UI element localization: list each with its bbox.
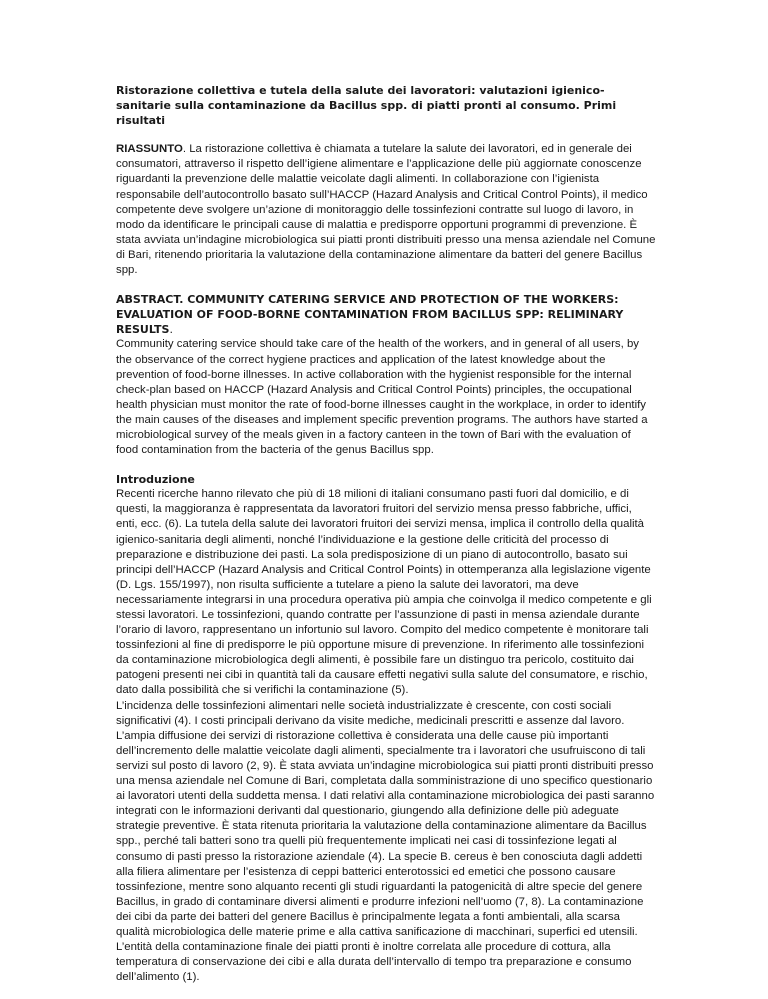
introduzione-section bbox=[116, 472, 656, 985]
riassunto-section bbox=[116, 142, 656, 278]
riassunto-text: . La ristorazione collettiva è chiamata a tutelare la salute dei lavoratori, ed in generale dei consumatori, attraverso il rispetto dell’igiene alimentare e l’applicazione delle più aggiornate conoscenze riguardanti la prevenzione delle malattie veicolate dagli alimenti. In collaborazione con l’igienista responsabile dell’autocontrollo basato sull’HACCP (Hazard Analysis and Critical Control Points), il medico competente deve svolgere un’azione di monitoraggio delle tossinfezioni contratte sul luogo di lavoro, in modo da identificare le principali cause di malattia e predisporre opportuni programmi di prevenzione. È stata avviata un’indagine microbiologica sui piatti pronti distribuiti presso una mensa aziendale nel Comune di Bari, ritenendo prioritaria la valutazione della contaminazione alimentare da batteri del genere Bacillus spp. bbox=[116, 143, 656, 277]
abstract-text: Community catering service should take care of the health of the workers, and in general of all users, by the observance of the correct hygiene practices and application of the latest knowledge about the prevention of food-borne illnesses. In active collaboration with the hygienist responsible for the internal check-plan based on HACCP (Hazard Analysis and Critical Control Points) principles, the occupational health physician must monitor the rate of food-borne illnesses caught in the workplace, in order to identify the main causes of the diseases and implement specific prevention programs. The authors have started a microbiological survey of the meals given in a factory canteen in the town of Bari with the evaluation of food contamination from the bacteria of the genus Bacillus spp. bbox=[116, 338, 648, 457]
abstract-section bbox=[116, 292, 656, 458]
abstract-heading-end: . bbox=[169, 323, 173, 337]
paper-title: Ristorazione collettiva e tutela della salute dei lavoratori: valutazioni igienico-sanitarie sulla contaminazione da Bacillus spp. di piatti pronti al consumo. Primi risultati bbox=[116, 84, 617, 128]
introduzione-heading: Introduzione bbox=[116, 473, 195, 487]
abstract-heading bbox=[116, 292, 656, 337]
introduzione-paragraph-1: Recenti ricerche hanno rilevato che più di 18 milioni di italiani consumano pasti fuori dal domicilio, e di questi, la maggioranza è rappresentata da lavoratori fruitori del servizio mensa presso fabbriche, uffici, enti, ecc. (6). La tutela della salute dei lavoratori fruitori dei servizi mensa, implica il controllo della qualità igienico-sanitaria degli alimenti, nonché l’individuazione e la gestione delle criticità del processo di preparazione e distribuzione dei pasti. La sola predisposizione di un piano di autocontrollo, basato sui principi dell’HACCP (Hazard Analysis and Critical Control Points) in ottemperanza alla legislazione vigente (D. Lgs. 155/1997), non risulta sufficiente a tutelare a pieno la salute dei lavoratori, ma deve necessariamente integrarsi in una procedura operativa più ampia che coinvolga il medico competente e gli stessi lavoratori. Le tossinfezioni, quando contratte per l’assunzione di pasti in mensa aziendale durante l’orario di lavoro, rappresentano un infortunio sul lavoro. Compito del medico competente è monitorare tali tossinfezioni al fine di predisporre le più opportune misure di prevenzione. In riferimento alle tossinfezioni da contaminazione microbiologica degli alimenti, è possibile fare un distinguo tra pericolo, costituito dai patogeni presenti nei cibi in quantità tali da causare effetti negativi sulla salute del consumatore, e rischio, dato dalla possibilità che si verifichi la contaminazione (5). bbox=[116, 488, 652, 697]
riassunto-paragraph bbox=[116, 142, 656, 278]
abstract-heading-text: ABSTRACT. COMMUNITY CATERING SERVICE AND PROTECTION OF THE WORKERS: EVALUATION OF FOOD-BORNE CONTAMINATION FROM BACILLUS SPP: RELIMINARY RESULTS bbox=[116, 293, 624, 337]
riassunto-label: RIASSUNTO bbox=[116, 143, 183, 156]
introduzione-paragraph-2: L’incidenza delle tossinfezioni alimentari nelle società industrializzate è crescente, con costi sociali significativi (4). I costi principali derivano da visite mediche, medicinali prescritti e assenze dal lavoro. L’ampia diffusione dei servizi di ristorazione collettiva è considerata una delle cause più importanti dell’incremento delle malattie veicolate dagli alimenti, specialmente tra i lavoratori che usufruiscono di tali servizi sul posto di lavoro (2, 9). È stata avviata un’indagine microbiologica sui piatti pronti distribuiti presso una mensa aziendale nel Comune di Bari, completata dalla somministrazione di uno specifico questionario ai lavoratori utenti della suddetta mensa. I dati relativi alla contaminazione microbiologica dei pasti saranno integrati con le informazioni derivanti dal questionario, giungendo alla definizione delle più adeguate strategie preventive. È stata ritenuta prioritaria la valutazione della contaminazione alimentare da Bacillus spp., perché tali batteri sono tra quelli più frequentemente implicati nei casi di tossinfezione legati al consumo di pasti presso la ristorazione aziendale (4). La specie B. cereus è ben conosciuta dagli addetti alla filiera alimentare per l’esistenza di ceppi batterici enterotossici ed emetici che possono causare tossinfezione, mentre sono alquanto recenti gli studi riguardanti la patogenicità di altre specie del genere Bacillus, in grado di contaminare diversi alimenti e produrre infezioni nell’uomo (7, 8). La contaminazione dei cibi da parte dei batteri del genere Bacillus è principalmente legata a fonti ambientali, alla scarsa qualità microbiologica delle materie prime e alla cattiva sanificazione di macchinari, superfici ed utensili. L’entità della contaminazione finale dei piatti pronti è inoltre correlata alle procedure di cottura, alla temperatura di conservazione dei cibi e alla durata dell’intervallo di tempo tra preparazione e consumo dell’alimento (1). bbox=[116, 699, 655, 984]
document-page bbox=[116, 83, 656, 999]
